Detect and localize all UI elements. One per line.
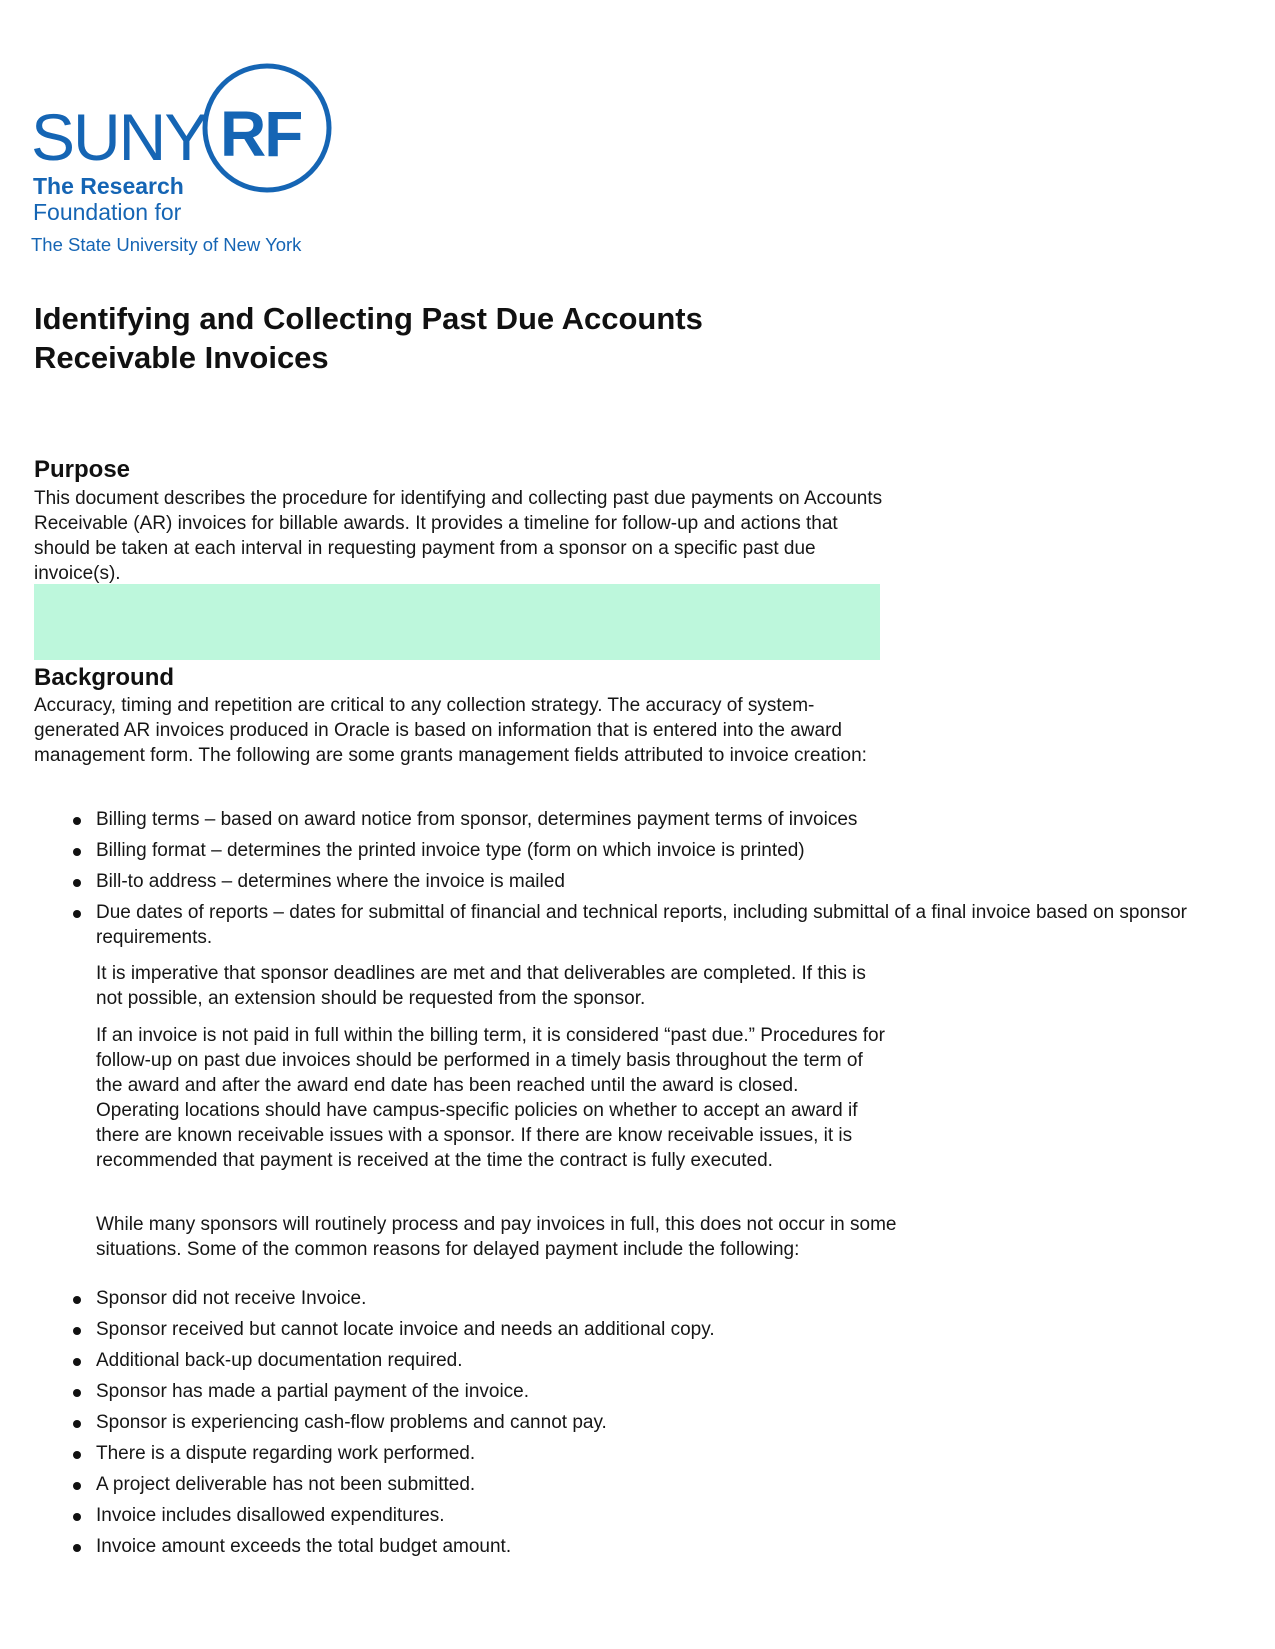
- bullet-icon: [73, 1389, 81, 1397]
- list-item-text: Due dates of reports – dates for submittal of financial and technical reports, including submittal of a final invoice based on sponsor requirements.: [96, 902, 1188, 948]
- bullet-icon: [73, 1358, 81, 1366]
- bullet-icon: [73, 1544, 81, 1552]
- logo-suny-text: SUNY: [31, 100, 207, 174]
- list-item: [0, 807, 1220, 832]
- list-item-text: Sponsor is experiencing cash-flow problems and cannot pay.: [96, 1412, 607, 1433]
- list-item: [0, 1534, 900, 1559]
- bullet-icon: [73, 910, 81, 918]
- list-item: [0, 869, 1220, 894]
- list-item: [0, 1348, 900, 1373]
- bullet-icon: [73, 1296, 81, 1304]
- list-item: [0, 1410, 900, 1435]
- delay-reasons-list: [0, 1286, 900, 1559]
- logo-graphic: [30, 62, 350, 272]
- bullet-icon: [73, 1327, 81, 1335]
- list-item-text: A project deliverable has not been submitted.: [96, 1474, 476, 1495]
- list-item: [0, 1441, 900, 1466]
- list-item-text: Sponsor has made a partial payment of the invoice.: [96, 1381, 530, 1402]
- suny-rf-logo: [30, 62, 350, 272]
- page-title: Identifying and Collecting Past Due Accounts Receivable Invoices: [34, 301, 703, 375]
- list-item-text: Sponsor received but cannot locate invoice and needs an additional copy.: [96, 1319, 715, 1340]
- logo-line3: The State University of New York: [31, 234, 302, 255]
- list-item: [0, 1379, 900, 1404]
- bullet-icon: [73, 848, 81, 856]
- bullet-icon: [73, 1482, 81, 1490]
- bullet-icon: [73, 1420, 81, 1428]
- purpose-heading: Purpose: [34, 456, 131, 483]
- logo-line1: The Research: [33, 173, 184, 199]
- background-heading: Background: [34, 664, 175, 691]
- delayed-payment-paragraph: While many sponsors will routinely process and pay invoices in full, this does not occur in some situations. Some of the common reasons for delayed payment include the following:: [96, 1214, 897, 1260]
- list-item-text: Sponsor did not receive Invoice.: [96, 1288, 367, 1309]
- bullet-icon: [73, 1451, 81, 1459]
- list-item-text: Additional back-up documentation required.: [96, 1350, 463, 1371]
- list-item-text: Invoice includes disallowed expenditures.: [96, 1505, 445, 1526]
- deadline-paragraph: It is imperative that sponsor deadlines are met and that deliverables are completed. If this is not possible, an extension should be requested from the sponsor.: [96, 963, 866, 1009]
- list-item-text: Billing terms – based on award notice from sponsor, determines payment terms of invoices: [96, 809, 858, 830]
- list-item: [0, 900, 1220, 950]
- bullet-icon: [73, 1513, 81, 1521]
- list-item: [0, 1503, 900, 1528]
- logo-rf-text: RF: [220, 98, 302, 170]
- list-item-text: There is a dispute regarding work performed.: [96, 1443, 476, 1464]
- list-item-text: Invoice amount exceeds the total budget amount.: [96, 1536, 512, 1557]
- list-item: [0, 838, 1220, 863]
- list-item: [0, 1317, 900, 1342]
- purpose-text: This document describes the procedure for identifying and collecting past due payments on Accounts Receivable (AR) invoices for billable awards. It provides a timeline for follow-up and actions that should be taken at each interval in requesting payment from a sponsor on a specific past due invoice(s).: [34, 488, 883, 584]
- list-item: [0, 1286, 900, 1311]
- bullet-icon: [73, 817, 81, 825]
- past-due-paragraph: If an invoice is not paid in full within the billing term, it is considered “past due.” Procedures for follow-up on past due invoices should be performed in a timely basis throughout the term of the award and after the award end date has been reached until the award is closed. Operating locations should have campus-specific policies on whether to accept an award if there are known receivable issues with a sponsor. If there are know receivable issues, it is recommended that payment is received at the time the contract is fully executed.: [96, 1025, 885, 1171]
- list-item: [0, 1472, 900, 1497]
- background-intro: Accuracy, timing and repetition are critical to any collection strategy. The accuracy of system-generated AR invoices produced in Oracle is based on information that is entered into the award management form. The following are some grants management fields attributed to invoice creation:: [34, 695, 867, 766]
- logo-line2: Foundation for: [33, 199, 182, 225]
- list-item-text: Bill-to address – determines where the invoice is mailed: [96, 871, 565, 892]
- bullet-icon: [73, 879, 81, 887]
- list-item-text: Billing format – determines the printed invoice type (form on which invoice is printed): [96, 840, 805, 861]
- invoice-fields-list: [0, 807, 1220, 950]
- highlighted-block: [34, 584, 880, 660]
